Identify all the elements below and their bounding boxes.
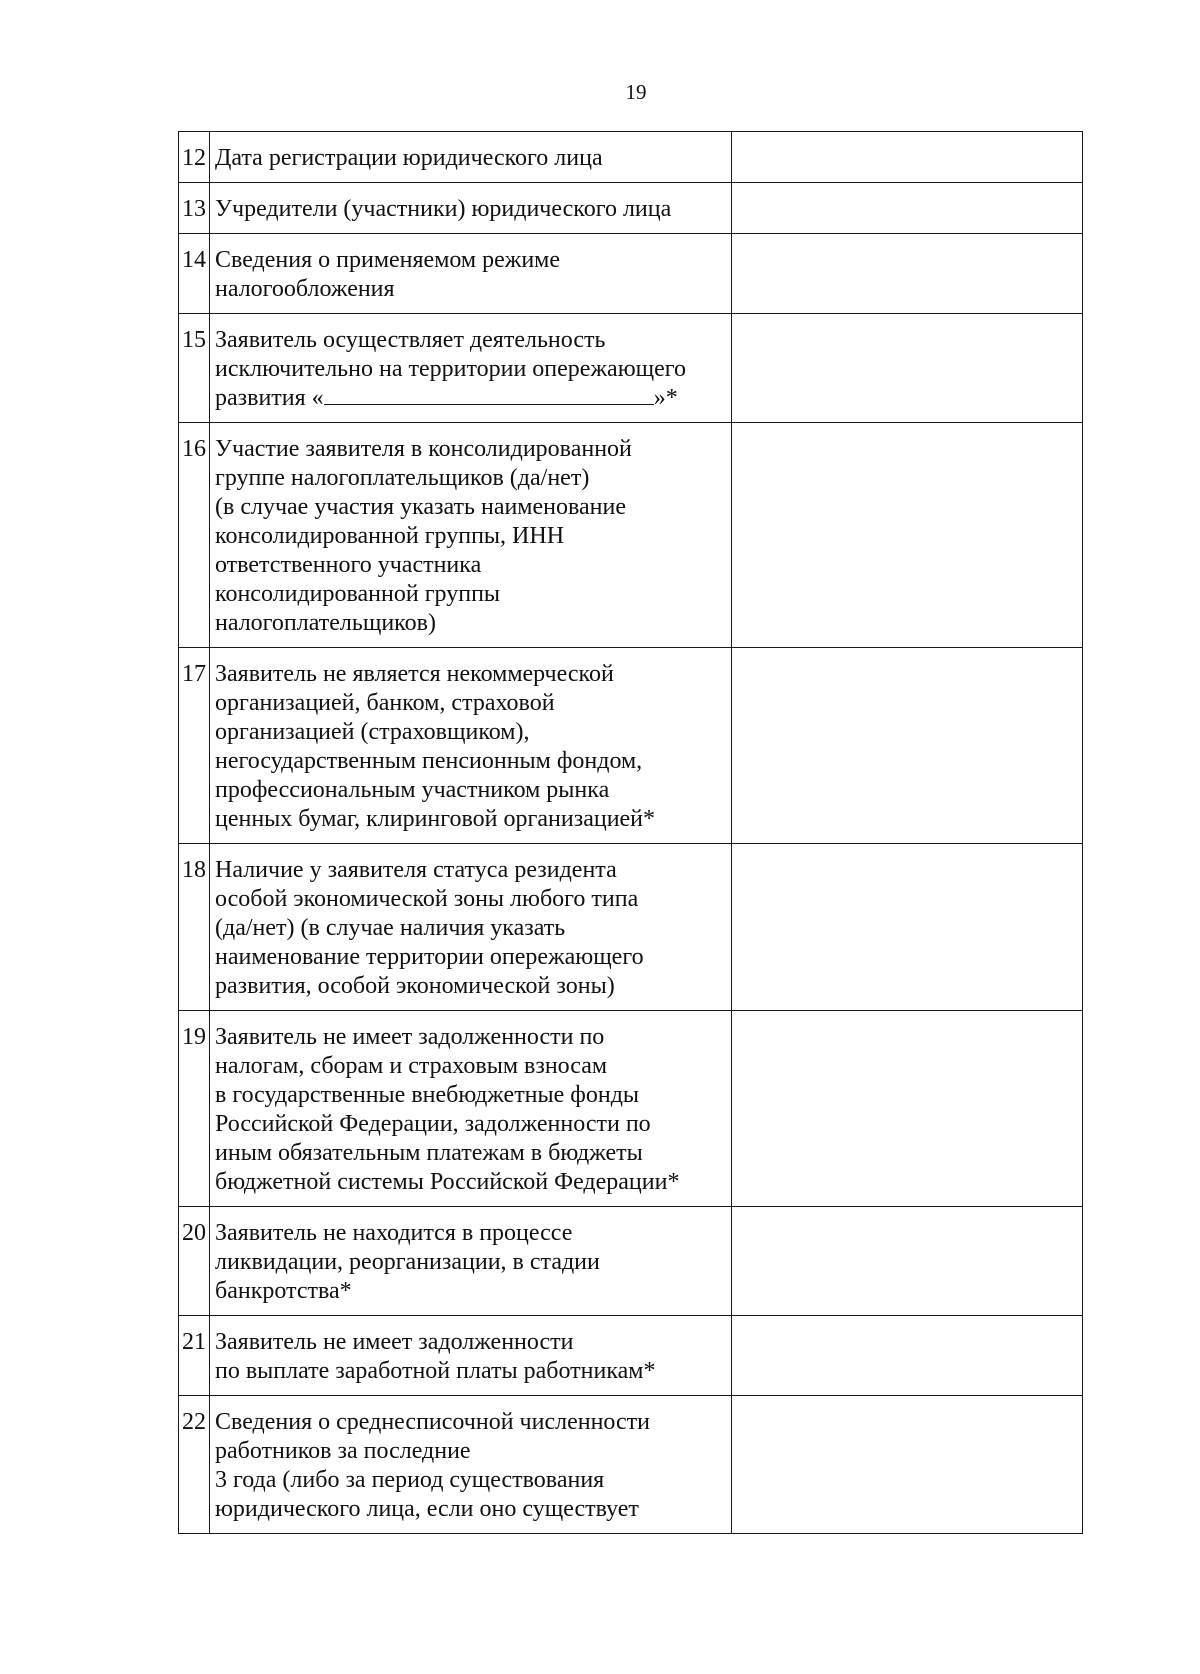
row-value-cell[interactable] <box>732 1396 1083 1534</box>
description-line: (да/нет) (в случае наличия указать <box>215 915 566 941</box>
description-line: ликвидации, реорганизации, в стадии <box>215 1249 600 1275</box>
description-line: Заявитель не имеет задолженности по <box>215 1024 605 1050</box>
table-row-14 <box>179 234 1083 314</box>
description-line: организацией, банком, страховой <box>215 690 555 716</box>
row-number: 14 <box>179 234 210 314</box>
description-line: Заявитель не имеет задолженности <box>215 1329 574 1355</box>
row-description <box>210 1011 732 1207</box>
description-line: исключительно на территории опережающего <box>215 356 686 382</box>
description-line: Сведения о среднесписочной численности <box>215 1409 651 1435</box>
table-row-22 <box>179 1396 1083 1534</box>
description-text: развития « <box>215 385 324 411</box>
row-description <box>210 234 732 314</box>
description-line: консолидированной группы, ИНН <box>215 523 565 549</box>
description-line-with-blank <box>215 384 727 413</box>
description-line: Участие заявителя в консолидированной <box>215 436 632 462</box>
row-value-cell[interactable] <box>732 183 1083 234</box>
row-number: 12 <box>179 132 210 183</box>
row-description <box>210 648 732 844</box>
description-line: Наличие у заявителя статуса резидента <box>215 857 617 883</box>
table-row-19 <box>179 1011 1083 1207</box>
row-number: 21 <box>179 1316 210 1396</box>
fill-in-blank[interactable] <box>324 384 654 405</box>
description-line: Дата регистрации юридического лица <box>215 145 603 171</box>
row-number: 22 <box>179 1396 210 1534</box>
row-description <box>210 1316 732 1396</box>
row-value-cell[interactable] <box>732 648 1083 844</box>
description-line: консолидированной группы <box>215 581 501 607</box>
description-line: негосударственным пенсионным фондом, <box>215 748 643 774</box>
description-line: в государственные внебюджетные фонды <box>215 1082 640 1108</box>
description-line: Сведения о применяемом режиме <box>215 247 561 273</box>
row-description <box>210 314 732 423</box>
description-line: профессиональным участником рынка <box>215 777 610 803</box>
row-value-cell[interactable] <box>732 234 1083 314</box>
row-value-cell[interactable] <box>732 844 1083 1011</box>
description-line: 3 года (либо за период существования <box>215 1467 605 1493</box>
row-description <box>210 1396 732 1534</box>
description-line: ценных бумаг, клиринговой организацией* <box>215 806 656 832</box>
description-line: работников за последние <box>215 1438 471 1464</box>
row-description <box>210 844 732 1011</box>
row-value-cell[interactable] <box>732 132 1083 183</box>
application-form-table <box>178 131 1083 1534</box>
description-line: наименование территории опережающего <box>215 944 644 970</box>
table-row-13 <box>179 183 1083 234</box>
row-number: 18 <box>179 844 210 1011</box>
row-description <box>210 183 732 234</box>
description-line: бюджетной системы Российской Федерации* <box>215 1169 680 1195</box>
row-number: 15 <box>179 314 210 423</box>
row-value-cell[interactable] <box>732 1011 1083 1207</box>
description-line: Учредители (участники) юридического лица <box>215 196 672 222</box>
description-line: налогообложения <box>215 276 395 302</box>
table-row-12 <box>179 132 1083 183</box>
row-description <box>210 1207 732 1316</box>
page-number: 19 <box>625 80 647 104</box>
row-number: 17 <box>179 648 210 844</box>
description-line: группе налогоплательщиков (да/нет) <box>215 465 590 491</box>
description-line: налогам, сборам и страховым взносам <box>215 1053 608 1079</box>
description-line: банкротства* <box>215 1278 352 1304</box>
table-row-20 <box>179 1207 1083 1316</box>
row-description <box>210 423 732 648</box>
description-line: Заявитель осуществляет деятельность <box>215 327 606 353</box>
row-value-cell[interactable] <box>732 1316 1083 1396</box>
description-line: Заявитель не находится в процессе <box>215 1220 573 1246</box>
description-line: Заявитель не является некоммерческой <box>215 661 614 687</box>
row-description <box>210 132 732 183</box>
table-row-16 <box>179 423 1083 648</box>
description-line: юридического лица, если оно существует <box>215 1496 639 1522</box>
row-number: 13 <box>179 183 210 234</box>
table-row-21 <box>179 1316 1083 1396</box>
description-line: развития, особой экономической зоны) <box>215 973 615 999</box>
description-line: (в случае участия указать наименование <box>215 494 626 520</box>
description-line: налогоплательщиков) <box>215 610 436 636</box>
description-line: организацией (страховщиком), <box>215 719 530 745</box>
description-line: по выплате заработной платы работникам* <box>215 1358 656 1384</box>
table-row-18 <box>179 844 1083 1011</box>
description-line: иным обязательным платежам в бюджеты <box>215 1140 643 1166</box>
row-value-cell[interactable] <box>732 423 1083 648</box>
description-line: Российской Федерации, задолженности по <box>215 1111 651 1137</box>
row-number: 19 <box>179 1011 210 1207</box>
description-line: особой экономической зоны любого типа <box>215 886 639 912</box>
table-row-15 <box>179 314 1083 423</box>
table-row-17 <box>179 648 1083 844</box>
blank-suffix: »* <box>653 385 678 411</box>
description-line: ответственного участника <box>215 552 482 578</box>
row-value-cell[interactable] <box>732 314 1083 423</box>
row-value-cell[interactable] <box>732 1207 1083 1316</box>
row-number: 20 <box>179 1207 210 1316</box>
row-number: 16 <box>179 423 210 648</box>
